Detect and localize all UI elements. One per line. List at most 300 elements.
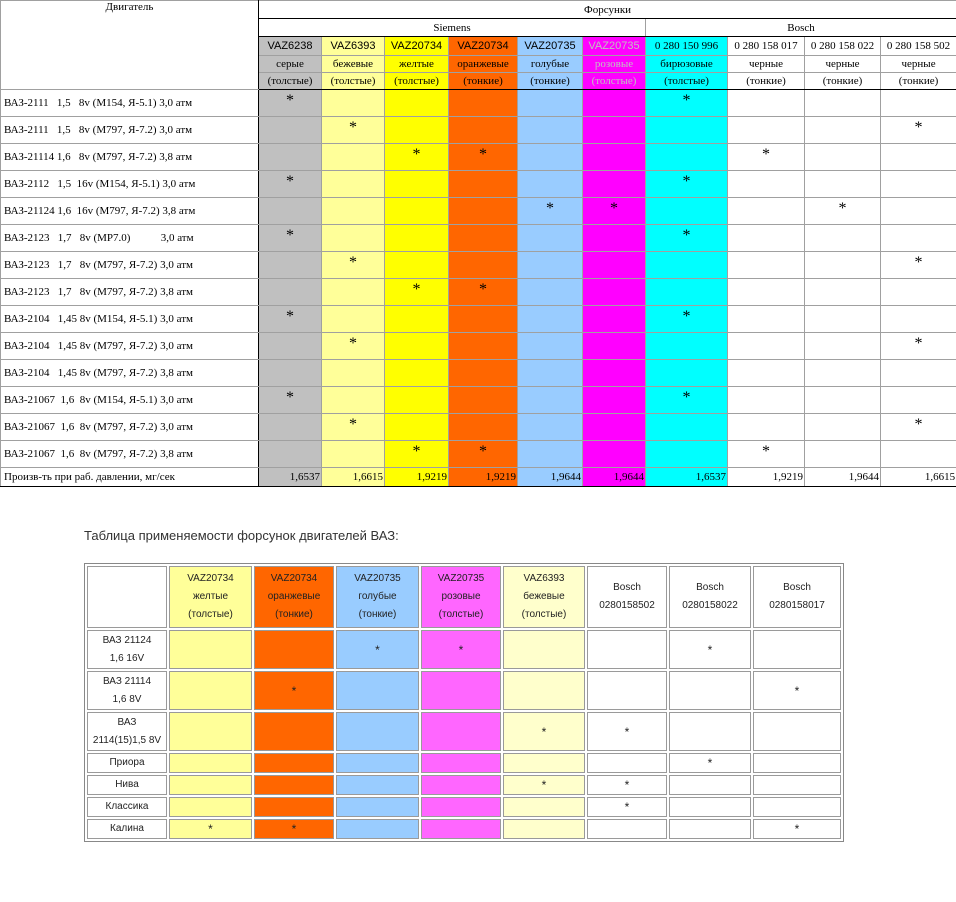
engine-label: ВАЗ-2123 1,7 8v (МР7.0) 3,0 атм xyxy=(1,225,259,252)
mark-cell xyxy=(669,671,751,710)
mark-cell xyxy=(259,360,322,387)
table-row xyxy=(1,90,956,117)
engine-label xyxy=(87,797,167,817)
mark-cell xyxy=(336,797,419,817)
mark-cell xyxy=(336,630,419,669)
applicable-mark: * xyxy=(412,443,421,460)
engine-label: ВАЗ-21114 1,6 8v (М797, Я-7.2) 3,8 атм xyxy=(1,144,259,171)
table-row xyxy=(87,775,841,795)
injector-color-name: розовые xyxy=(583,56,646,73)
injector-header-line: (тонкие) xyxy=(275,609,313,620)
mark-cell xyxy=(254,775,334,795)
table-row xyxy=(1,414,956,441)
mark-cell xyxy=(322,333,385,360)
mark-cell xyxy=(421,630,501,669)
mark-cell xyxy=(587,753,667,773)
mark-cell xyxy=(503,819,585,839)
flow-value: 1,9644 xyxy=(805,468,881,487)
engine-label-line: ВАЗ xyxy=(117,716,137,728)
injector-header-line: оранжевые xyxy=(267,591,321,602)
mark-cell xyxy=(254,630,334,669)
engine-label xyxy=(87,753,167,773)
mark-cell xyxy=(669,797,751,817)
mark-cell xyxy=(881,90,956,117)
mark-cell xyxy=(728,198,805,225)
applicable-mark: * xyxy=(914,254,923,271)
mark-cell xyxy=(336,712,419,751)
table-row xyxy=(1,333,956,360)
mark-cell xyxy=(322,144,385,171)
mark-cell xyxy=(385,333,449,360)
mark-cell xyxy=(385,198,449,225)
applicable-mark: * xyxy=(707,642,713,657)
mark-cell xyxy=(646,414,728,441)
brand-siemens: Siemens xyxy=(259,19,646,37)
engine-label: ВАЗ-2104 1,45 8v (М797, Я-7.2) 3,0 атм xyxy=(1,333,259,360)
applicable-mark: * xyxy=(794,683,800,698)
mark-cell xyxy=(259,198,322,225)
mark-cell xyxy=(322,225,385,252)
mark-cell xyxy=(728,225,805,252)
mark-cell xyxy=(805,414,881,441)
table-row xyxy=(1,387,956,414)
injector-header-line: (толстые) xyxy=(438,609,484,620)
mark-cell xyxy=(805,279,881,306)
mark-cell xyxy=(322,441,385,468)
mark-cell xyxy=(322,279,385,306)
mark-cell xyxy=(385,252,449,279)
footer-label: Произв-ть при раб. давлении, мг/сек xyxy=(1,468,259,487)
engine-label xyxy=(87,630,167,669)
injector-header-line: голубые xyxy=(358,591,397,602)
injector-code: 0 280 158 022 xyxy=(805,37,881,56)
table-row xyxy=(1,279,956,306)
mark-cell xyxy=(587,630,667,669)
applicable-mark: * xyxy=(546,200,554,217)
mark-cell xyxy=(646,90,728,117)
mark-cell xyxy=(881,360,956,387)
injector-code: 0 280 158 502 xyxy=(881,37,956,56)
mark-cell xyxy=(322,360,385,387)
injector-header xyxy=(254,566,334,628)
mark-cell xyxy=(646,117,728,144)
mark-cell xyxy=(728,414,805,441)
applicable-mark: * xyxy=(286,389,294,406)
injector-color-name: бирюзовые xyxy=(646,56,728,73)
mark-cell xyxy=(518,117,583,144)
engine-label: ВАЗ-2123 1,7 8v (М797, Я-7.2) 3,8 атм xyxy=(1,279,259,306)
mark-cell xyxy=(259,333,322,360)
mark-cell xyxy=(518,333,583,360)
mark-cell xyxy=(385,90,449,117)
mark-cell xyxy=(449,306,518,333)
mark-cell xyxy=(728,144,805,171)
mark-cell xyxy=(881,225,956,252)
injector-header xyxy=(169,566,252,628)
mark-cell xyxy=(254,753,334,773)
mark-cell xyxy=(753,819,841,839)
applicable-mark: * xyxy=(914,416,923,433)
engine-label: ВАЗ-2111 1,5 8v (М154, Я-5.1) 3,0 атм xyxy=(1,90,259,117)
mark-cell xyxy=(449,225,518,252)
flow-value: 1,6537 xyxy=(259,468,322,487)
applicable-mark: * xyxy=(610,200,618,217)
injector-thickness: (тонкие) xyxy=(881,73,956,90)
injector-header-line: бежевые xyxy=(523,591,565,602)
injectors-header: Форсунки xyxy=(259,1,956,19)
table-row xyxy=(87,712,841,751)
engine-label xyxy=(87,671,167,710)
applicable-mark: * xyxy=(682,92,691,109)
mark-cell xyxy=(518,252,583,279)
injector-code: 0 280 150 996 xyxy=(646,37,728,56)
applicable-mark: * xyxy=(707,756,713,770)
mark-cell xyxy=(169,712,252,751)
flow-value: 1,6615 xyxy=(322,468,385,487)
injector-header-line: 0280158502 xyxy=(599,600,655,611)
mark-cell xyxy=(259,171,322,198)
injector-header-line: (тонкие) xyxy=(358,609,397,620)
applicable-mark: * xyxy=(914,119,923,136)
engine-label: ВАЗ-2111 1,5 8v (М797, Я-7.2) 3,0 атм xyxy=(1,117,259,144)
flow-value: 1,9219 xyxy=(728,468,805,487)
mark-cell xyxy=(805,387,881,414)
table-row xyxy=(1,360,956,387)
applicable-mark: * xyxy=(762,443,770,460)
mark-cell xyxy=(169,797,252,817)
injector-header-line: VAZ6393 xyxy=(523,573,565,584)
mark-cell xyxy=(254,671,334,710)
injector-color-name: черные xyxy=(728,56,805,73)
injector-header-line: Bosch xyxy=(696,582,724,593)
injector-header xyxy=(503,566,585,628)
injector-header-line: VAZ20735 xyxy=(354,573,401,584)
mark-cell xyxy=(322,306,385,333)
mark-cell xyxy=(728,279,805,306)
injector-header-line: желтые xyxy=(192,591,229,602)
flow-value: 1,6537 xyxy=(646,468,728,487)
mark-cell xyxy=(503,712,585,751)
mark-cell xyxy=(881,117,956,144)
injector-header-line: 0280158017 xyxy=(769,600,825,611)
mark-cell xyxy=(669,630,751,669)
injector-code: VAZ6238 xyxy=(259,37,322,56)
mark-cell xyxy=(259,225,322,252)
injector-header xyxy=(336,566,419,628)
mark-cell xyxy=(385,171,449,198)
injector-thickness: (тонкие) xyxy=(518,73,583,90)
mark-cell xyxy=(587,797,667,817)
mark-cell xyxy=(385,117,449,144)
mark-cell xyxy=(518,279,583,306)
mark-cell xyxy=(421,819,501,839)
mark-cell xyxy=(583,279,646,306)
table-row xyxy=(1,198,956,225)
applicable-mark: * xyxy=(682,173,691,190)
table-row xyxy=(1,252,956,279)
injector-header-line: Bosch xyxy=(613,582,641,593)
mark-cell xyxy=(881,198,956,225)
injector-thickness: (толстые) xyxy=(646,73,728,90)
flow-value: 1,9219 xyxy=(385,468,449,487)
table-row xyxy=(87,630,841,669)
mark-cell xyxy=(421,753,501,773)
mark-cell xyxy=(881,387,956,414)
engine-label: ВАЗ-21124 1,6 16v (М797, Я-7.2) 3,8 атм xyxy=(1,198,259,225)
mark-cell xyxy=(322,387,385,414)
mark-cell xyxy=(881,252,956,279)
applicable-mark: * xyxy=(349,254,357,271)
injector-color-name: черные xyxy=(881,56,956,73)
injector-header-line: розовые xyxy=(441,591,481,602)
mark-cell xyxy=(646,387,728,414)
mark-cell xyxy=(259,117,322,144)
mark-cell xyxy=(646,198,728,225)
mark-cell xyxy=(259,414,322,441)
applicable-mark: * xyxy=(624,724,630,739)
mark-cell xyxy=(587,819,667,839)
engine-label-line: ВАЗ 21124 xyxy=(102,634,152,646)
applicable-mark: * xyxy=(349,119,357,136)
mark-cell xyxy=(254,819,334,839)
applicable-mark: * xyxy=(286,308,294,325)
injector-code: VAZ20734 xyxy=(385,37,449,56)
mark-cell xyxy=(518,441,583,468)
injector-color-name: желтые xyxy=(385,56,449,73)
engine-label: ВАЗ-2112 1,5 16v (М154, Я-5.1) 3,0 атм xyxy=(1,171,259,198)
mark-cell xyxy=(728,117,805,144)
mark-cell xyxy=(385,387,449,414)
mark-cell xyxy=(336,819,419,839)
injector-color-name: бежевые xyxy=(322,56,385,73)
mark-cell xyxy=(753,712,841,751)
mark-cell xyxy=(385,441,449,468)
applicable-mark: * xyxy=(541,778,547,792)
engine-label: ВАЗ-21067 1,6 8v (М797, Я-7.2) 3,8 атм xyxy=(1,441,259,468)
mark-cell xyxy=(503,797,585,817)
mark-cell xyxy=(805,144,881,171)
mark-cell xyxy=(583,90,646,117)
applicable-mark: * xyxy=(624,778,630,792)
injector-header-line: (толстые) xyxy=(521,609,567,620)
mark-cell xyxy=(518,360,583,387)
engine-label-line: 2114(15)1,5 8V xyxy=(92,734,162,746)
mark-cell xyxy=(805,225,881,252)
mark-cell xyxy=(449,198,518,225)
mark-cell xyxy=(728,387,805,414)
engine-label-line: Калина xyxy=(110,823,144,834)
mark-cell xyxy=(259,306,322,333)
applicable-mark: * xyxy=(412,146,421,163)
mark-cell xyxy=(336,753,419,773)
applicable-mark: * xyxy=(479,443,487,460)
mark-cell xyxy=(583,387,646,414)
brand-bosch: Bosch xyxy=(646,19,956,37)
mark-cell xyxy=(583,306,646,333)
mark-cell xyxy=(587,671,667,710)
mark-cell xyxy=(805,306,881,333)
applicable-mark: * xyxy=(914,335,923,352)
injector-header-line: (толстые) xyxy=(188,609,233,620)
footer-row xyxy=(1,468,956,487)
mark-cell xyxy=(449,117,518,144)
mark-cell xyxy=(583,117,646,144)
engine-label-line: Нива xyxy=(115,779,139,790)
mark-cell xyxy=(449,414,518,441)
applicable-mark: * xyxy=(458,642,464,657)
mark-cell xyxy=(728,252,805,279)
injector-thickness: (толстые) xyxy=(259,73,322,90)
mark-cell xyxy=(728,333,805,360)
mark-cell xyxy=(669,712,751,751)
mark-cell xyxy=(587,775,667,795)
injector-header xyxy=(753,566,841,628)
applicable-mark: * xyxy=(375,642,380,657)
mark-cell xyxy=(583,333,646,360)
engine-label-line: 1,6 8V xyxy=(112,693,142,705)
injector-thickness: (тонкие) xyxy=(728,73,805,90)
injector-thickness: (толстые) xyxy=(583,73,646,90)
mark-cell xyxy=(753,671,841,710)
mark-cell xyxy=(421,775,501,795)
table-row xyxy=(87,671,841,710)
mark-cell xyxy=(646,171,728,198)
mark-cell xyxy=(583,360,646,387)
mark-cell xyxy=(169,630,252,669)
table-row xyxy=(87,797,841,817)
mark-cell xyxy=(646,306,728,333)
mark-cell xyxy=(385,144,449,171)
injector-code: VAZ20735 xyxy=(518,37,583,56)
engine-label: ВАЗ-21067 1,6 8v (М154, Я-5.1) 3,0 атм xyxy=(1,387,259,414)
injector-header-line: 0280158022 xyxy=(682,600,738,611)
mark-cell xyxy=(169,775,252,795)
applicable-mark: * xyxy=(479,281,487,298)
table-row xyxy=(1,144,956,171)
injector-header-line: Bosch xyxy=(783,582,811,593)
applicable-mark: * xyxy=(208,822,213,836)
applicable-mark: * xyxy=(682,389,691,406)
applicable-mark: * xyxy=(286,173,294,190)
mark-cell xyxy=(503,671,585,710)
mark-cell xyxy=(421,671,501,710)
mark-cell xyxy=(587,712,667,751)
injector-color-name: серые xyxy=(259,56,322,73)
mark-cell xyxy=(518,387,583,414)
applicable-mark: * xyxy=(682,227,691,244)
mark-cell xyxy=(881,333,956,360)
mark-cell xyxy=(583,198,646,225)
engine-label-line: Классика xyxy=(105,801,149,812)
mark-cell xyxy=(503,753,585,773)
injector-color-name: голубые xyxy=(518,56,583,73)
mark-cell xyxy=(449,279,518,306)
injector-header-line: VAZ20734 xyxy=(270,573,318,584)
mark-cell xyxy=(322,90,385,117)
mark-cell xyxy=(646,279,728,306)
mark-cell xyxy=(518,414,583,441)
table-row xyxy=(1,306,956,333)
mark-cell xyxy=(805,333,881,360)
injector-code: VAZ20734 xyxy=(449,37,518,56)
table-row xyxy=(1,441,956,468)
mark-cell xyxy=(881,144,956,171)
mark-cell xyxy=(805,198,881,225)
mark-cell xyxy=(753,630,841,669)
applicable-mark: * xyxy=(291,683,297,698)
mark-cell xyxy=(805,171,881,198)
injector-code: VAZ20735 xyxy=(583,37,646,56)
applicable-mark: * xyxy=(349,416,357,433)
applicability-table xyxy=(84,563,844,842)
mark-cell xyxy=(583,252,646,279)
engine-label-line: 1,6 16V xyxy=(109,652,145,664)
mark-cell xyxy=(518,225,583,252)
engine-label: ВАЗ-2123 1,7 8v (М797, Я-7.2) 3,0 атм xyxy=(1,252,259,279)
mark-cell xyxy=(322,414,385,441)
corner-cell xyxy=(87,566,167,628)
mark-cell xyxy=(449,360,518,387)
applicable-mark: * xyxy=(541,724,547,739)
injector-header-line: VAZ20735 xyxy=(437,573,485,584)
engine-label xyxy=(87,819,167,839)
mark-cell xyxy=(646,441,728,468)
injector-color-name: черные xyxy=(805,56,881,73)
applicable-mark: * xyxy=(349,335,357,352)
applicable-mark: * xyxy=(412,281,421,298)
mark-cell xyxy=(728,306,805,333)
applicable-mark: * xyxy=(286,92,294,109)
engine-label-line: Приора xyxy=(109,757,145,768)
injector-code: VAZ6393 xyxy=(322,37,385,56)
mark-cell xyxy=(254,712,334,751)
applicable-mark: * xyxy=(762,146,770,163)
mark-cell xyxy=(449,252,518,279)
mark-cell xyxy=(881,441,956,468)
mark-cell xyxy=(728,171,805,198)
injector-header xyxy=(587,566,667,628)
mark-cell xyxy=(385,279,449,306)
mark-cell xyxy=(503,630,585,669)
mark-cell xyxy=(259,252,322,279)
mark-cell xyxy=(753,797,841,817)
injector-thickness: (толстые) xyxy=(385,73,449,90)
mark-cell xyxy=(805,117,881,144)
mark-cell xyxy=(646,225,728,252)
mark-cell xyxy=(518,144,583,171)
mark-cell xyxy=(669,753,751,773)
engine-label: ВАЗ-2104 1,45 8v (М797, Я-7.2) 3,8 атм xyxy=(1,360,259,387)
mark-cell xyxy=(518,198,583,225)
applicability-header-row xyxy=(87,566,841,628)
mark-cell xyxy=(728,360,805,387)
engine-label-line: ВАЗ 21114 xyxy=(102,675,152,687)
injector-thickness: (тонкие) xyxy=(449,73,518,90)
mark-cell xyxy=(805,252,881,279)
mark-cell xyxy=(805,360,881,387)
mark-cell xyxy=(169,753,252,773)
applicable-mark: * xyxy=(794,822,800,836)
mark-cell xyxy=(322,171,385,198)
flow-value: 1,9219 xyxy=(449,468,518,487)
mark-cell xyxy=(646,360,728,387)
mark-cell xyxy=(583,171,646,198)
mark-cell xyxy=(322,117,385,144)
injector-header xyxy=(669,566,751,628)
mark-cell xyxy=(728,441,805,468)
mark-cell xyxy=(385,225,449,252)
mark-cell xyxy=(259,387,322,414)
